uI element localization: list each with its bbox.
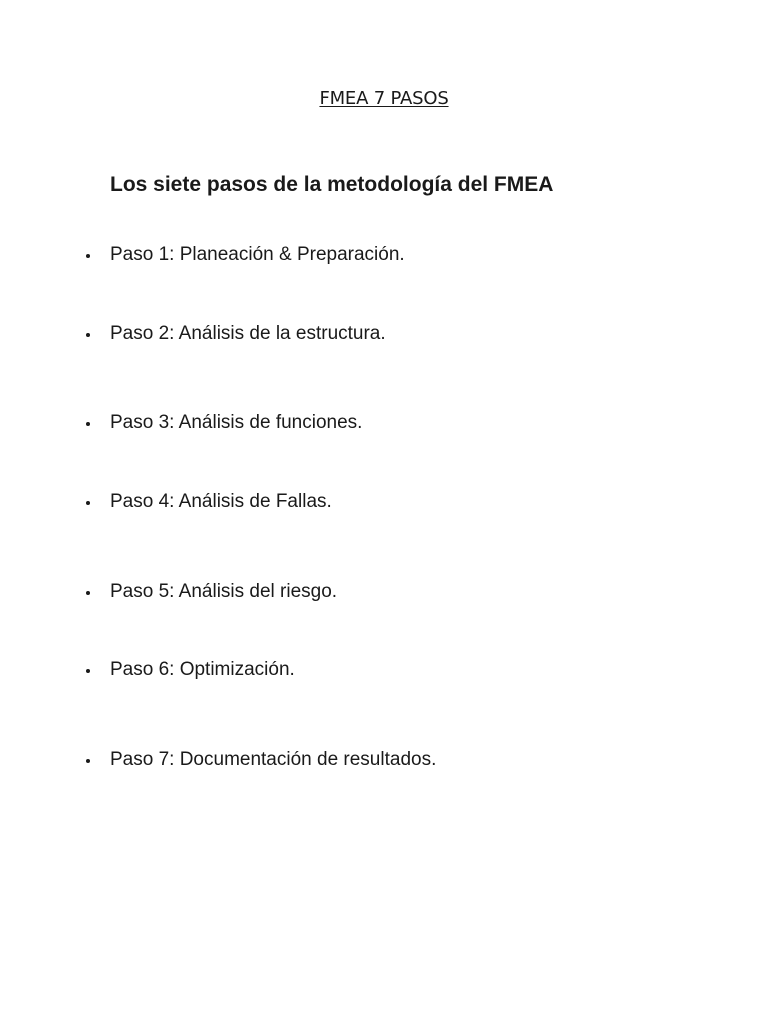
bullet-dot-icon xyxy=(86,591,90,595)
list-item-step-1 xyxy=(0,243,768,267)
list-item-step-2 xyxy=(0,322,768,346)
bullet-dot-icon xyxy=(86,501,90,505)
bullet-dot-icon xyxy=(86,669,90,673)
list-item-step-7 xyxy=(0,748,768,772)
bullet-dot-icon xyxy=(86,759,90,763)
list-item-step-3 xyxy=(0,411,768,435)
step-label: Paso 5: Análisis del riesgo. xyxy=(110,581,338,602)
document-title: FMEA 7 PASOS xyxy=(319,88,449,109)
step-label: Paso 7: Documentación de resultados. xyxy=(110,749,437,770)
step-label: Paso 6: Optimización. xyxy=(110,659,295,680)
step-label: Paso 1: Planeación & Preparación. xyxy=(110,244,405,265)
step-label: Paso 2: Análisis de la estructura. xyxy=(110,323,386,344)
list-item-step-6 xyxy=(0,658,768,682)
bullet-dot-icon xyxy=(86,254,90,258)
step-label: Paso 3: Análisis de funciones. xyxy=(110,412,363,433)
list-item-step-4 xyxy=(0,490,768,514)
bullet-dot-icon xyxy=(86,333,90,337)
bullet-dot-icon xyxy=(86,422,90,426)
list-item-step-5 xyxy=(0,580,768,604)
section-heading: Los siete pasos de la metodología del FMEA xyxy=(110,173,554,196)
step-label: Paso 4: Análisis de Fallas. xyxy=(110,491,332,512)
